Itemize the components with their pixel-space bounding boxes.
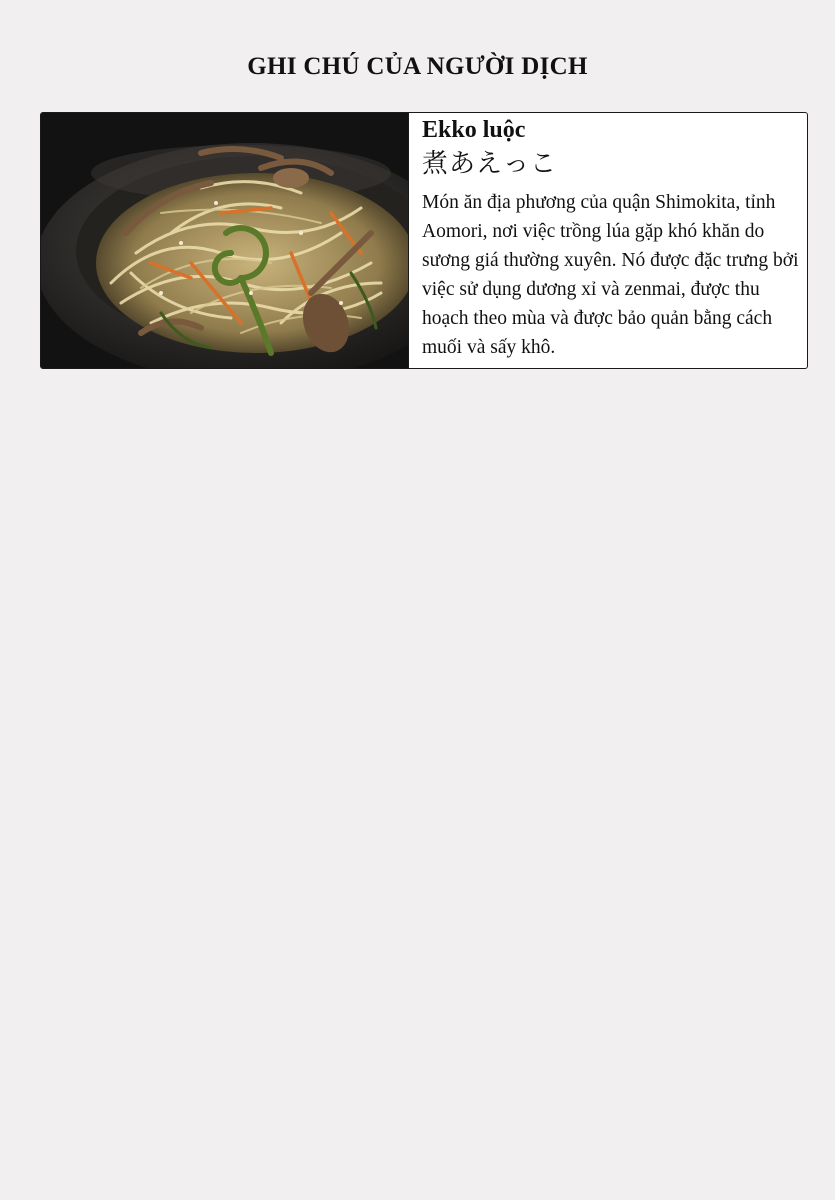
- dish-photo-illustration: [41, 113, 409, 369]
- note-title: Ekko luộc: [422, 117, 526, 143]
- translator-note-card: [40, 112, 808, 369]
- note-description: Món ăn địa phương của quận Shimokita, tỉnh Aomori, nơi việc trồng lúa gặp khó khăn do sương giá thường xuyên. Nó được đặc trưng bởi việc sử dụng dương xỉ và zenmai, được thu hoạch theo mùa và được bảo quản bằng cách muối và sấy khô.: [422, 192, 799, 358]
- page-title: GHI CHÚ CỦA NGƯỜI DỊCH: [247, 53, 588, 80]
- note-title-japanese: 煮あえっこ: [422, 149, 558, 179]
- dish-photo: [41, 113, 409, 369]
- note-text: [422, 115, 802, 362]
